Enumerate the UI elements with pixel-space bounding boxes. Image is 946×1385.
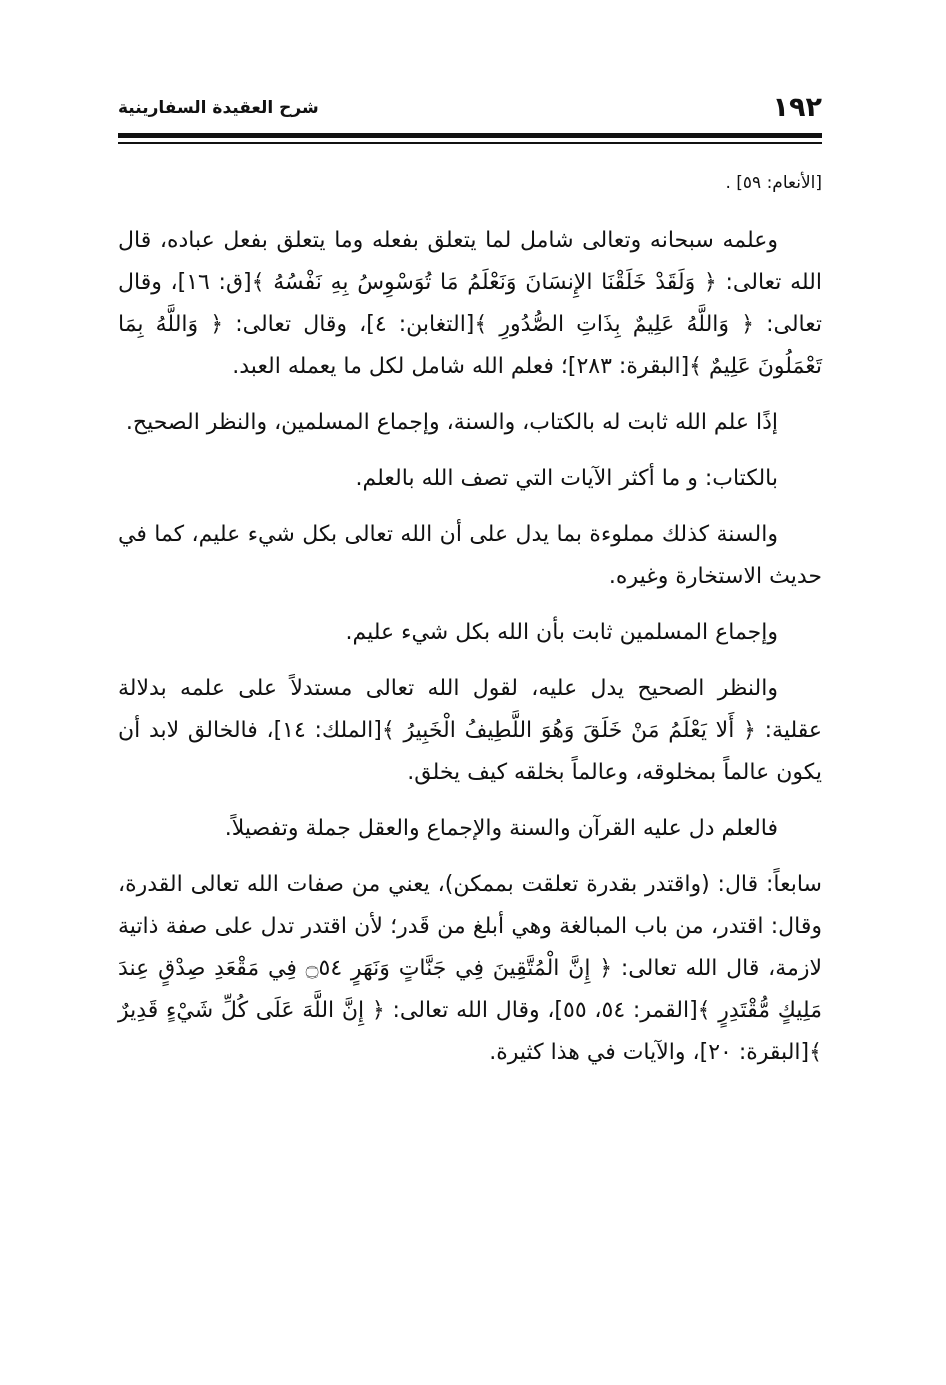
reference-line: [الأنعام: ٥٩] . [725, 173, 822, 193]
page-number: ١٩٢ [772, 92, 822, 123]
paragraph-from-sunnah: والسنة كذلك مملوءة بما يدل على أن الله تعالى بكل شيء عليم، كما في حديث الاستخارة وغيره. [118, 522, 822, 589]
body-text [118, 168, 822, 1074]
paragraph-summary: فالعلم دل عليه القرآن والسنة والإجماع والعقل جملة وتفصيلاً. [224, 816, 778, 841]
header-rule-thin [118, 142, 822, 144]
header-rule-thick [118, 133, 822, 138]
paragraph-knowledge-comprehensive: وعلمه سبحانه وتعالى شامل لما يتعلق بفعله وما يتعلق بفعل عباده، قال الله تعالى: ﴿ وَلَقَدْ خَلَقْنَا الإِنسَانَ وَنَعْلَمُ مَا تُوَسْوِسُ بِهِ نَفْسُهُ ﴾[ق: ١٦]، وقال تعالى: ﴿ وَاللَّهُ عَلِيمٌ بِذَاتِ الصُّدُورِ ﴾[التغابن: ٤]، وقال تعالى: ﴿ وَاللَّهُ بِمَا تَعْمَلُونَ عَلِيمٌ ﴾[البقرة: ٢٨٣]؛ فعلم الله شامل لكل ما يعمله العبد. [118, 228, 823, 379]
paragraph-from-consensus: وإجماع المسلمين ثابت بأن الله بكل شيء عليم. [345, 620, 778, 645]
paragraph-from-book: بالكتاب: و ما أكثر الآيات التي تصف الله بالعلم. [355, 466, 778, 491]
paragraph-from-reason: والنظر الصحيح يدل عليه، لقول الله تعالى مستدلاً على علمه بدلالة عقلية: ﴿ أَلا يَعْلَمُ مَنْ خَلَقَ وَهُوَ اللَّطِيفُ الْخَبِيرُ ﴾[الملك: ١٤]، فالخالق لابد أن يكون عالماً بمخلوقه، وعالماً بخلقه كيف يخلق. [118, 676, 822, 785]
running-title: شرح العقيدة السفارينية [118, 98, 319, 118]
paragraph-knowledge-established: إذًا علم الله ثابت له بالكتاب، والسنة، وإجماع المسلمين، والنظر الصحيح. [125, 410, 778, 435]
paragraph-seventh-power: سابعاً: قال: (واقتدر بقدرة تعلقت بممكن)، يعني من صفات الله تعالى القدرة، وقال: اقتدر، من باب المبالغة وهي أبلغ من قَدر؛ لأن اقتدر تدل على صفة ذاتية لازمة، قال الله تعالى: ﴿ إِنَّ الْمُتَّقِينَ فِي جَنَّاتٍ وَنَهَرٍ ۝٥٤ فِي مَقْعَدِ صِدْقٍ عِندَ مَلِيكٍ مُّقْتَدِرٍ ﴾[القمر: ٥٤، ٥٥]، وقال الله تعالى: ﴿ إِنَّ اللَّهَ عَلَى كُلِّ شَيْءٍ قَدِيرٌ ﴾[البقرة: ٢٠]، والآيات في هذا كثيرة. [118, 872, 823, 1065]
page-header [118, 92, 822, 126]
